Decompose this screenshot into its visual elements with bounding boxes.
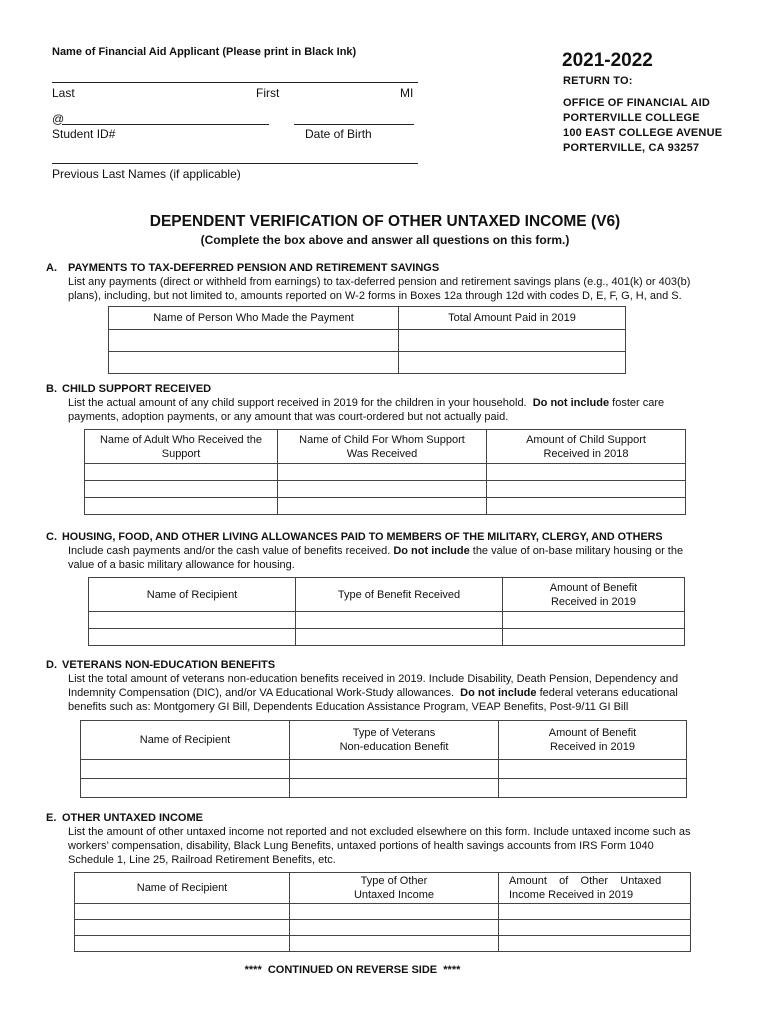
- section-c-letter: C.: [46, 531, 57, 543]
- section-d-title: VETERANS NON-EDUCATION BENEFITS: [62, 659, 276, 671]
- student-id-line[interactable]: [62, 124, 269, 125]
- amount-cell[interactable]: [399, 330, 626, 352]
- section-a-title: PAYMENTS TO TAX-DEFERRED PENSION AND RETIREMENT SAVINGS: [68, 262, 440, 274]
- type-cell[interactable]: [290, 936, 499, 952]
- section-c-text-2: value of a basic military allowance for housing.: [68, 559, 295, 571]
- section-b-header-child: Name of Child For Whom Support Was Received: [278, 430, 487, 464]
- amount-cell[interactable]: [503, 612, 685, 629]
- section-d-table: [80, 720, 687, 798]
- type-cell[interactable]: [290, 920, 499, 936]
- section-b-letter: B.: [46, 383, 57, 395]
- table-row: [81, 760, 687, 779]
- table-row: [85, 481, 686, 498]
- name-cell[interactable]: [278, 481, 487, 498]
- section-a-header-name: Name of Person Who Made the Payment: [109, 307, 399, 330]
- name-cell[interactable]: [81, 760, 290, 779]
- section-a-table: [108, 306, 626, 374]
- type-cell[interactable]: [290, 760, 499, 779]
- previous-names-label: Previous Last Names (if applicable): [52, 167, 241, 181]
- name-cell[interactable]: [85, 464, 278, 481]
- name-cell[interactable]: [75, 920, 290, 936]
- section-d-header-amount: Amount of Benefit Received in 2019: [499, 721, 687, 760]
- name-cell[interactable]: [109, 352, 399, 374]
- last-name-label: Last: [52, 86, 75, 100]
- table-row: [109, 330, 626, 352]
- table-row: [85, 464, 686, 481]
- amount-cell[interactable]: [487, 481, 686, 498]
- name-cell[interactable]: [85, 498, 278, 515]
- amount-cell[interactable]: [499, 760, 687, 779]
- table-row: [75, 920, 691, 936]
- section-e-letter: E.: [46, 812, 57, 824]
- amount-cell[interactable]: [487, 464, 686, 481]
- previous-names-line[interactable]: [52, 163, 418, 164]
- dob-label: Date of Birth: [305, 127, 372, 141]
- middle-initial-label: MI: [400, 86, 414, 100]
- section-c-header-recipient: Name of Recipient: [89, 578, 296, 612]
- amount-cell[interactable]: [399, 352, 626, 374]
- section-a-text-1: List any payments (direct or withheld from earnings) to tax-deferred pension and retirement savings plans (e.g., 401(k) or 403(b): [68, 276, 691, 288]
- section-e-header-recipient: Name of Recipient: [75, 873, 290, 904]
- amount-cell[interactable]: [487, 498, 686, 515]
- continued-notice: **** CONTINUED ON REVERSE SIDE ****: [244, 964, 461, 976]
- section-d-letter: D.: [46, 659, 57, 671]
- name-cell[interactable]: [109, 330, 399, 352]
- table-row: [75, 904, 691, 920]
- section-b-text-2: payments, adoption payments, or any amount that was court-ordered but not actually paid.: [68, 411, 509, 423]
- section-c-header-type: Type of Benefit Received: [296, 578, 503, 612]
- section-c-header-amount: Amount of Benefit Received in 2019: [503, 578, 685, 612]
- section-e-header-amount: Amount of Other Untaxed Income Received in 2019: [499, 873, 691, 904]
- section-b-text-1: List the actual amount of any child support received in 2019 for the children in your household. Do not include foster care: [68, 397, 665, 409]
- table-row: [75, 936, 691, 952]
- section-b-title: CHILD SUPPORT RECEIVED: [62, 383, 212, 395]
- amount-cell[interactable]: [499, 920, 691, 936]
- first-name-label: First: [256, 86, 280, 100]
- name-cell[interactable]: [75, 904, 290, 920]
- section-c-table: [88, 577, 685, 646]
- amount-cell[interactable]: [499, 904, 691, 920]
- section-e-title: OTHER UNTAXED INCOME: [62, 812, 203, 824]
- form-subtitle: (Complete the box above and answer all questions on this form.): [200, 233, 570, 247]
- type-cell[interactable]: [290, 779, 499, 798]
- section-e-text-2: workers’ compensation, disability, Black Lung Benefits, untaxed portions of health savings accounts from IRS Form 1040: [68, 840, 654, 852]
- name-cell[interactable]: [81, 779, 290, 798]
- type-cell[interactable]: [296, 629, 503, 646]
- table-row: [89, 629, 685, 646]
- section-c-title: HOUSING, FOOD, AND OTHER LIVING ALLOWANCES PAID TO MEMBERS OF THE MILITARY, CLERGY, AND OTHERS: [62, 531, 663, 543]
- section-d-text-1: List the total amount of veterans non-education benefits received in 2019. Include Disability, Death Pension, Dependency and: [68, 673, 679, 685]
- name-line[interactable]: [52, 82, 418, 83]
- name-cell[interactable]: [278, 498, 487, 515]
- table-row: [109, 352, 626, 374]
- name-cell[interactable]: [75, 936, 290, 952]
- section-c-text-1: Include cash payments and/or the cash value of benefits received. Do not include the value of on-base military housing or the: [68, 545, 684, 557]
- section-d-text-3: benefits such as: Montgomery GI Bill, Dependents Education Assistance Program, VEAP Benefits, Post-9/11 GI Bill: [68, 701, 629, 713]
- type-cell[interactable]: [290, 904, 499, 920]
- amount-cell[interactable]: [499, 936, 691, 952]
- name-cell[interactable]: [89, 629, 296, 646]
- section-b-header-adult: Name of Adult Who Received the Support: [85, 430, 278, 464]
- section-b-header-amount: Amount of Child Support Received in 2018: [487, 430, 686, 464]
- return-address-line4: PORTERVILLE, CA 93257: [563, 142, 700, 154]
- section-e-text-3: Schedule 1, Line 25, Railroad Retirement Benefits, etc.: [68, 854, 336, 866]
- section-a-text-2: plans), including, but not limited to, amounts reported on W-2 forms in Boxes 12a through 12d with codes D, E, F, G, H, and S.: [68, 290, 682, 302]
- amount-cell[interactable]: [503, 629, 685, 646]
- type-cell[interactable]: [296, 612, 503, 629]
- name-cell[interactable]: [89, 612, 296, 629]
- table-row: [81, 779, 687, 798]
- section-e-header-type: Type of Other Untaxed Income: [290, 873, 499, 904]
- amount-cell[interactable]: [499, 779, 687, 798]
- dob-line[interactable]: [294, 124, 414, 125]
- return-address-line1: OFFICE OF FINANCIAL AID: [563, 97, 710, 109]
- name-cell[interactable]: [278, 464, 487, 481]
- section-e-table: [74, 872, 691, 952]
- section-d-text-2: Indemnity Compensation (DIC), and/or VA Educational Work-Study allowances. Do not include federal veterans educational: [68, 687, 678, 699]
- at-symbol: @: [52, 112, 65, 126]
- table-row: [85, 498, 686, 515]
- return-address-line3: 100 EAST COLLEGE AVENUE: [563, 127, 723, 139]
- section-b-table: [84, 429, 686, 515]
- section-d-header-type: Type of Veterans Non-education Benefit: [290, 721, 499, 760]
- table-row: [89, 612, 685, 629]
- return-address-line2: PORTERVILLE COLLEGE: [563, 112, 700, 124]
- award-year: 2021-2022: [562, 50, 653, 71]
- return-to-label: RETURN TO:: [563, 75, 633, 87]
- section-e-text-1: List the amount of other untaxed income not reported and not excluded elsewhere on this form. Include untaxed income such as: [68, 826, 691, 838]
- section-a-letter: A.: [46, 262, 57, 274]
- student-id-label: Student ID#: [52, 127, 116, 141]
- form-title: DEPENDENT VERIFICATION OF OTHER UNTAXED INCOME (V6): [149, 213, 621, 230]
- section-d-header-recipient: Name of Recipient: [81, 721, 290, 760]
- applicant-name-label: Name of Financial Aid Applicant (Please print in Black Ink): [52, 46, 357, 58]
- section-a-header-amount: Total Amount Paid in 2019: [399, 307, 626, 330]
- name-cell[interactable]: [85, 481, 278, 498]
